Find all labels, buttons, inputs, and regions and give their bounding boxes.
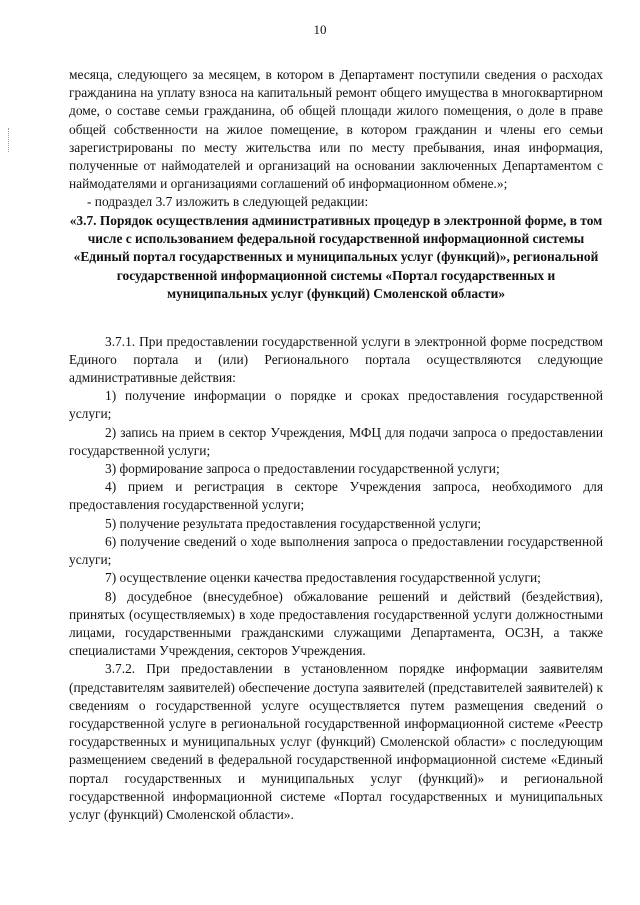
paragraph-amendment-instruction: - подраздел 3.7 изложить в следующей редакции:: [87, 194, 369, 210]
list-item: 8) досудебное (внесудебное) обжалование решений и действий (бездействия), принятых (осуществляемых) в ходе предоставления государственной услуги должностными лицами, государственными гражданскими служащими Департамента, ОСЗН, а также специалистами Учреждения, секторов Учреждения.: [69, 588, 603, 659]
list-item: 3) формирование запроса о предоставлении государственной услуги;: [105, 461, 500, 477]
paragraph-3-7-2: 3.7.2. При предоставлении в установленном порядке информации заявителям (представителям заявителей) обеспечение доступа заявителей (представителей заявителей) к сведениям о государственной услуге осуществляется путем размещения сведений о государственной услуге в региональной государственной информационной системе «Реестр государственных и муниципальных услуг (функций) Смоленской области» с последующим размещением сведений в федеральной государственной информационной системе «Единый портал государственных и муниципальных услуг (функций)» и региональной государственной информационной системе «Портал государственных и муниципальных услуг (функций) Смоленской области».: [69, 661, 603, 822]
page-number: 10: [313, 22, 327, 37]
paragraph-continuation: месяца, следующего за месяцем, в котором в Департамент поступили сведения о расходах гражданина на уплату взноса на капитальный ремонт общего имущества в многоквартирном доме, о составе семьи гражданина, об общей площади жилого помещения, о доле в праве общей собственности на жилое помещение, в котором гражданин и члены его семьи зарегистрированы по месту жительства или по месту пребывания, иная информация, полученные от наймодателей и организаций на основании заключенных Департаментом с наймодателями и организациями соглашений об информационном обмене.»;: [69, 67, 603, 192]
list-item: 1) получение информации о порядке и сроках предоставления государственной услуги;: [69, 388, 603, 422]
paragraph-3-7-1: 3.7.1. При предоставлении государственной услуги в электронной форме посредством Единого портала и (или) Регионального портала осуществляются следующие административные действия:: [69, 333, 603, 386]
list-item: 4) прием и регистрация в секторе Учреждения запроса, необходимого для предоставления государственной услуги;: [69, 479, 603, 513]
list-item: 7) осуществление оценки качества предоставления государственной услуги;: [105, 570, 541, 586]
section-heading: «3.7. Порядок осуществления административных процедур в электронной форме, в том числе с использованием федеральной государственной информационной системы «Единый портал государственных и муниципальных услуг (функций)», региональной государственной информационной системы «Портал государственных и муниципальных услуг (функций) Смоленской области»: [69, 212, 603, 302]
list-item: 6) получение сведений о ходе выполнения запроса о предоставлении государственной услуги;: [69, 533, 603, 568]
list-item: 5) получение результата предоставления государственной услуги;: [105, 515, 482, 531]
list-item: 2) запись на прием в сектор Учреждения, МФЦ для подачи запроса о предоставлении государственной услуги;: [69, 424, 603, 458]
margin-scan-mark: [8, 128, 10, 152]
document-body: [69, 66, 603, 824]
